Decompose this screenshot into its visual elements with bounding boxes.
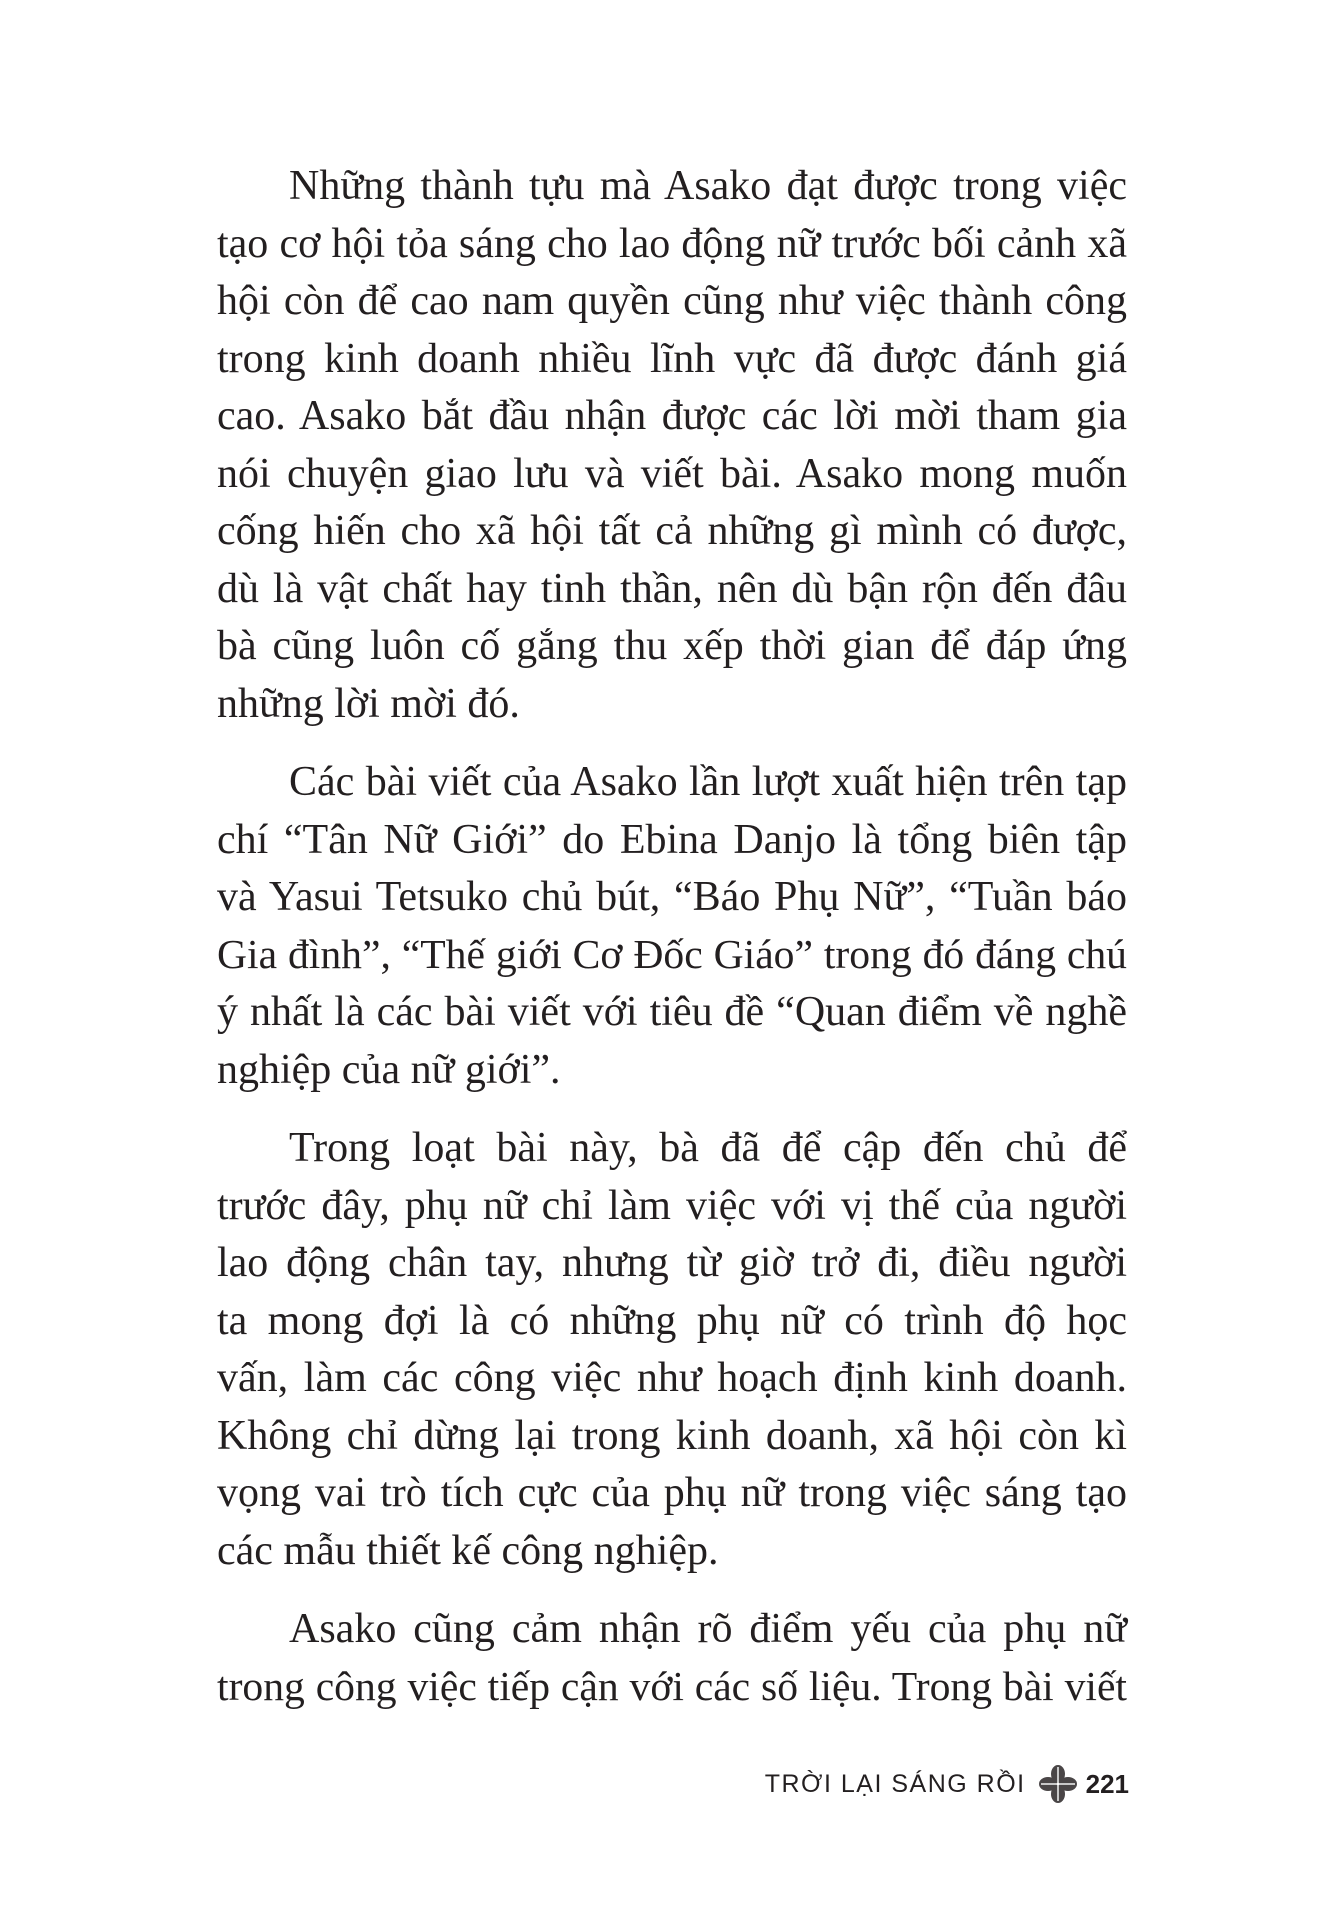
clover-icon (1038, 1764, 1078, 1804)
text-line: Gia đình”, “Thế giới Cơ Đốc Giáo” trong đó đáng chú (217, 931, 1127, 978)
text-line: và Yasui Tetsuko chủ bút, “Báo Phụ Nữ”, “Tuần báo (217, 874, 1127, 920)
text-line: hội còn để cao nam quyền cũng như việc thành công (217, 278, 1127, 324)
text-line: vọng vai trò tích cực của phụ nữ trong việc sáng tạo (217, 1470, 1127, 1516)
text-line: nghiệp của nữ giới”. (217, 1046, 561, 1093)
text-line: Asako cũng cảm nhận rõ điểm yếu của phụ nữ (289, 1606, 1127, 1652)
paragraph (217, 754, 1127, 1099)
text-line: nói chuyện giao lưu và viết bài. Asako mong muốn (217, 450, 1127, 497)
text-line: cống hiến cho xã hội tất cả những gì mình có được, (217, 508, 1127, 554)
text-line: chí “Tân Nữ Giới” do Ebina Danjo là tổng biên tập (217, 816, 1127, 863)
text-line: dù là vật chất hay tinh thần, nên dù bận rộn đến đâu (217, 565, 1127, 612)
running-title: TRỜI LẠI SÁNG RỒI (764, 1769, 1026, 1798)
text-line: Các bài viết của Asako lần lượt xuất hiện trên tạp (289, 759, 1127, 805)
text-line: Những thành tựu mà Asako đạt được trong việc (289, 163, 1127, 209)
text-line: ta mong đợi là có những phụ nữ có trình độ học (217, 1297, 1127, 1344)
text-line: tạo cơ hội tỏa sáng cho lao động nữ trước bối cảnh xã (217, 220, 1127, 267)
paragraph (217, 1601, 1127, 1716)
text-line: Không chỉ dừng lại trong kinh doanh, xã hội còn kì (217, 1412, 1127, 1459)
text-line: trong kinh doanh nhiều lĩnh vực đã được đánh giá (217, 335, 1127, 382)
text-line: Trong loạt bài này, bà đã để cập đến chủ để (289, 1125, 1127, 1171)
text-line: lao động chân tay, nhưng từ giờ trở đi, điều người (217, 1240, 1127, 1286)
text-line: ý nhất là các bài viết với tiêu đề “Quan điểm về nghề (217, 989, 1127, 1035)
body-text (217, 158, 1127, 1737)
page-number: 221 (1085, 1768, 1129, 1799)
text-line: những lời mời đó. (217, 680, 520, 727)
paragraph (217, 158, 1127, 733)
text-line: bà cũng luôn cố gắng thu xếp thời gian để đáp ứng (217, 623, 1127, 669)
paragraph (217, 1120, 1127, 1580)
text-line: cao. Asako bắt đầu nhận được các lời mời tham gia (217, 393, 1127, 439)
text-line: các mẫu thiết kế công nghiệp. (217, 1527, 719, 1574)
page-footer (765, 1764, 1129, 1804)
text-line: trước đây, phụ nữ chỉ làm việc với vị thế của người (217, 1182, 1127, 1229)
text-line: vấn, làm các công việc như hoạch định kinh doanh. (217, 1355, 1127, 1401)
text-line: trong công việc tiếp cận với các số liệu. Trong bài viết (217, 1663, 1127, 1710)
